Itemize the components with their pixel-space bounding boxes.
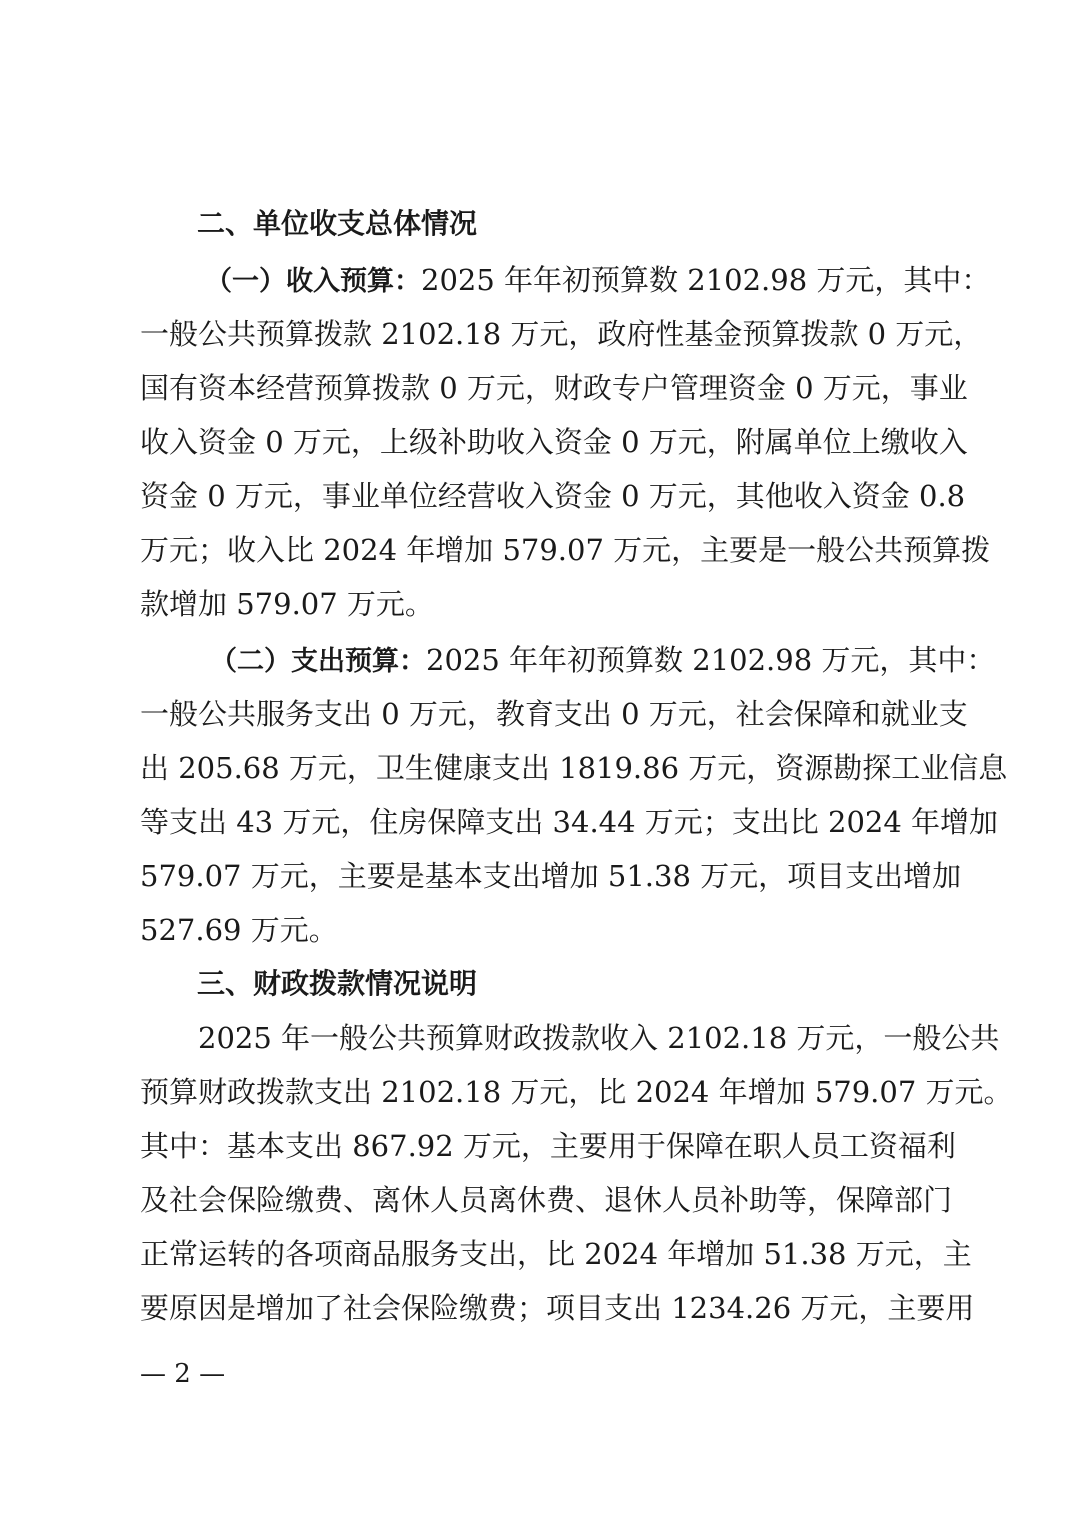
income-paragraph-line-5: 资金 0 万元，事业单位经营收入资金 0 万元，其他收入资金 0.8 [140,479,966,513]
page-number: — 2 — [140,1359,226,1389]
expense-lead: （二）支出预算： [210,646,426,677]
expense-paragraph-line-2: 一般公共服务支出 0 万元，教育支出 0 万元，社会保障和就业支 [140,697,968,731]
fiscal-paragraph-line-2: 预算财政拨款支出 2102.18 万元，比 2024 年增加 579.07 万元。 [140,1075,1013,1109]
fiscal-paragraph-line-3: 其中：基本支出 867.92 万元，主要用于保障在职人员工资福利 [140,1129,956,1163]
fiscal-paragraph-line-6: 要原因是增加了社会保险缴费；项目支出 1234.26 万元，主要用 [140,1291,975,1325]
fiscal-paragraph-line-4: 及社会保险缴费、离休人员离休费、退休人员补助等，保障部门 [140,1183,953,1217]
income-lead: （一）收入预算： [205,266,421,297]
expense-paragraph-line-5: 579.07 万元，主要是基本支出增加 51.38 万元，项目支出增加 [140,859,962,893]
income-paragraph-line-2: 一般公共预算拨款 2102.18 万元，政府性基金预算拨款 0 万元， [140,317,983,351]
income-paragraph-line-6: 万元；收入比 2024 年增加 579.07 万元，主要是一般公共预算拨 [140,533,991,567]
expense-text-1: 2025 年年初预算数 2102.98 万元，其中： [426,643,996,677]
expense-paragraph-line-3: 出 205.68 万元，卫生健康支出 1819.86 万元，资源勘探工业信息 [140,751,1008,785]
expense-paragraph-line-6: 527.69 万元。 [140,913,338,947]
fiscal-paragraph-line-5: 正常运转的各项商品服务支出，比 2024 年增加 51.38 万元，主 [140,1237,972,1271]
section-heading-3: 三、财政拨款情况说明 [197,967,478,1000]
income-text-1: 2025 年年初预算数 2102.98 万元，其中： [421,263,991,297]
expense-paragraph-line-4: 等支出 43 万元，住房保障支出 34.44 万元；支出比 2024 年增加 [140,805,999,839]
fiscal-paragraph-line-1: 2025 年一般公共预算财政拨款收入 2102.18 万元，一般公共 [198,1021,1000,1055]
income-paragraph-line-7: 款增加 579.07 万元。 [140,587,434,621]
expense-paragraph-line-1 [210,640,996,680]
income-paragraph-line-4: 收入资金 0 万元，上级补助收入资金 0 万元，附属单位上缴收入 [140,425,968,459]
section-heading-2: 二、单位收支总体情况 [197,207,478,240]
income-paragraph-line-1 [205,260,991,300]
income-paragraph-line-3: 国有资本经营预算拨款 0 万元，财政专户管理资金 0 万元，事业 [140,371,968,405]
